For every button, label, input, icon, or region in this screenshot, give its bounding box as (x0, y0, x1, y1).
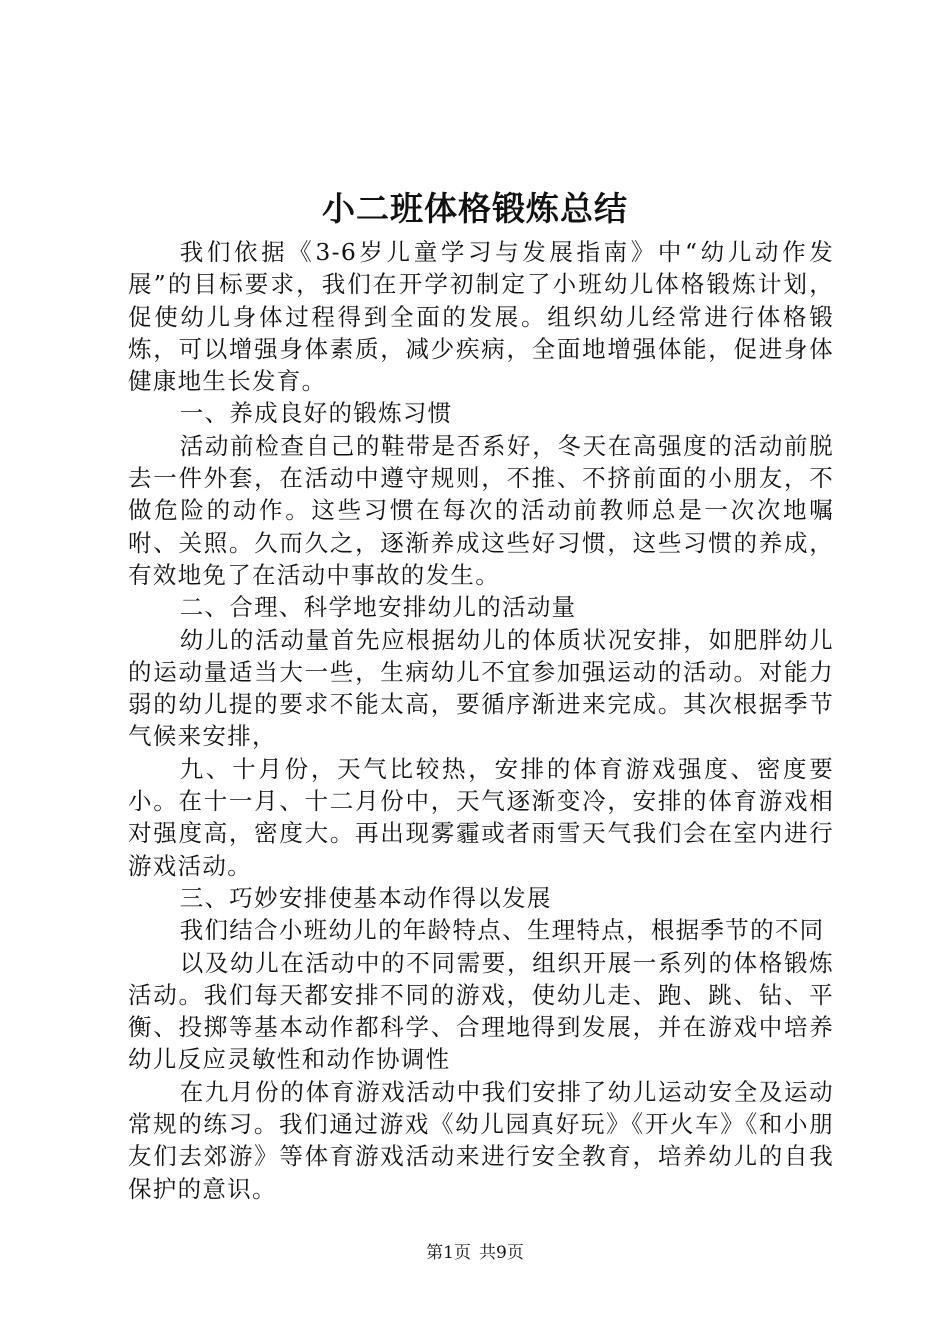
section-3-paragraph-3: 在九月份的体育游戏活动中我们安排了幼儿运动安全及运动常规的练习。我们通过游戏《幼儿园真好玩》《开火车》《和小朋友们去郊游》等体育游戏活动来进行安全教育，培养幼儿的自我保护的意识。 (128, 1077, 834, 1203)
section-1-paragraph: 活动前检查自己的鞋带是否系好，冬天在高强度的活动前脱去一件外套，在活动中遵守规则，不推、不挤前面的小朋友，不做危险的动作。这些习惯在每次的活动前教师总是一次次地嘱咐、关照。久而久之，逐渐养成这些好习惯，这些习惯的养成，有效地免了在活动中事故的发生。 (128, 431, 834, 589)
section-3-paragraph-2: 以及幼儿在活动中的不同需要，组织开展一系列的体格锻炼活动。我们每天都安排不同的游戏，使幼儿走、跑、跳、钻、平衡、投掷等基本动作都科学、合理地得到发展，并在游戏中培养幼儿反应灵敏性和动作协调性 (128, 948, 834, 1074)
intro-paragraph: 我们依据《3-6岁儿童学习与发展指南》中“幼儿动作发展”的目标要求，我们在开学初制定了小班幼儿体格锻炼计划，促使幼儿身体过程得到全面的发展。组织幼儿经常进行体格锻炼，可以增强身体素质，减少疾病，全面地增强体能，促进身体健康地生长发育。 (128, 238, 834, 396)
page-footer (0, 1241, 950, 1265)
document-title: 小二班体格锻炼总结 (322, 189, 628, 228)
section-heading-2: 二、合理、科学地安排幼儿的活动量 (179, 593, 577, 622)
section-heading-3: 三、巧妙安排使基本动作得以发展 (179, 883, 552, 912)
section-2-paragraph-2: 九、十月份，天气比较热，安排的体育游戏强度、密度要小。在十一月、十二月份中，天气逐渐变冷，安排的体育游戏相对强度高，密度大。再出现雾霾或者雨雪天气我们会在室内进行游戏活动。 (128, 754, 834, 880)
section-heading-1: 一、养成良好的锻炼习惯 (179, 399, 453, 428)
document-body (128, 236, 834, 1205)
section-3-paragraph-1: 我们结合小班幼儿的年龄特点、生理特点，根据季节的不同 (179, 916, 825, 945)
section-2-paragraph-1: 幼儿的活动量首先应根据幼儿的体质状况安排，如肥胖幼儿的运动量适当大一些，生病幼儿不宜参加强运动的活动。对能力弱的幼儿提的要求不能太高，要循序渐进来完成。其次根据季节气候来安排， (128, 625, 834, 751)
page-total: 共9页 (479, 1243, 524, 1263)
page-number: 第1页 (426, 1243, 471, 1263)
